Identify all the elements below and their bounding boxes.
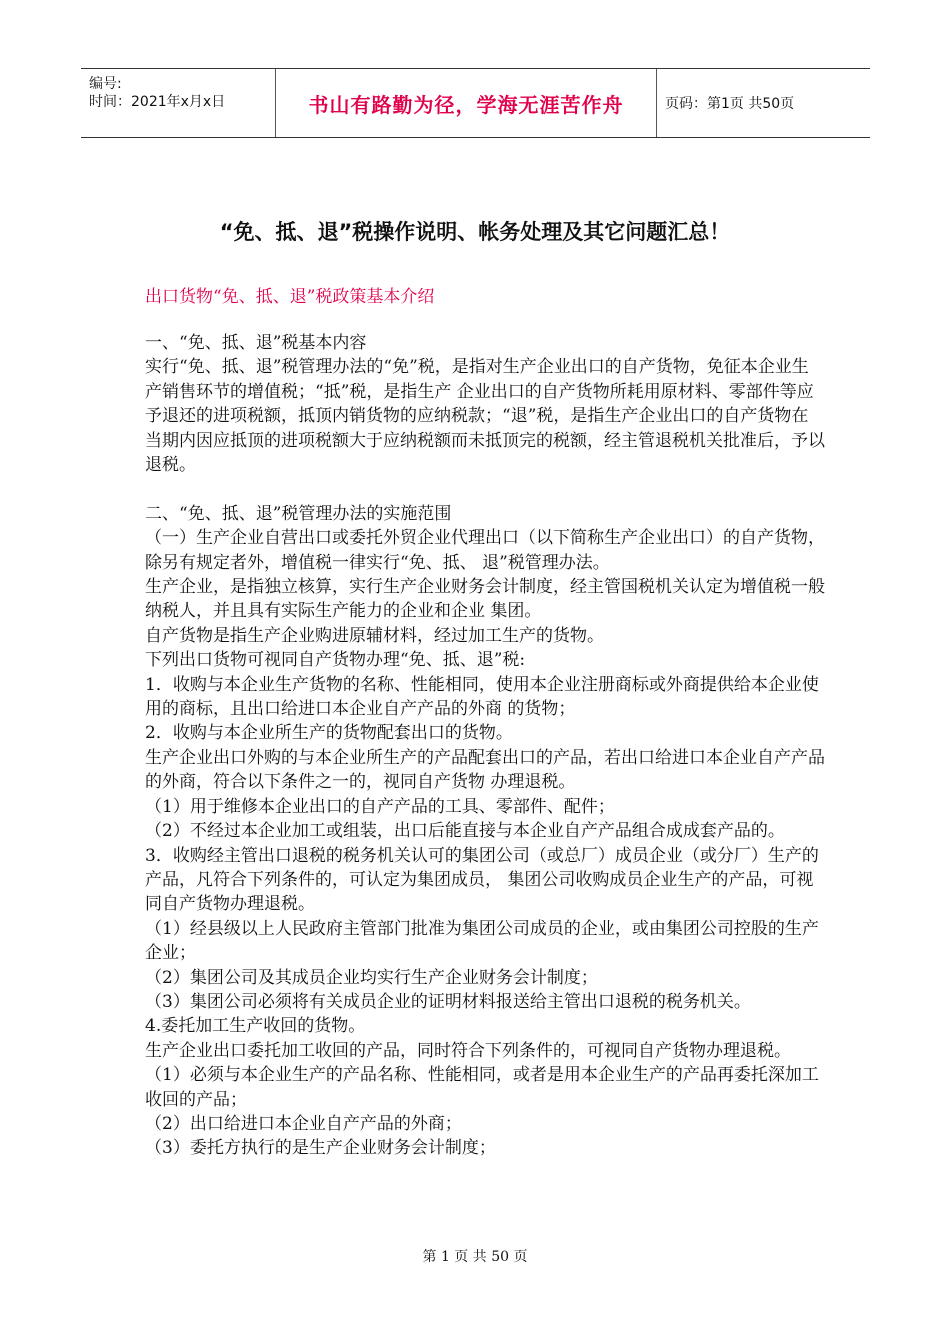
header-meta-cell: [81, 69, 276, 137]
body-paragraph: 自产货物是指生产企业购进原辅材料，经过加工生产的货物。: [145, 625, 604, 646]
header-page-info: 页码：第1页 共50页: [665, 96, 795, 112]
body-paragraph: （2）集团公司及其成员企业均实行生产企业财务会计制度；: [145, 967, 598, 988]
page-footer: 第 1 页 共 50 页: [422, 1249, 528, 1265]
body-paragraph: 一、“免、抵、退”税基本内容: [145, 333, 367, 353]
body-paragraph: 生产企业出口委托加工收回的产品，同时符合下列条件的，可视同自产货物办理退税。: [145, 1040, 791, 1061]
body-paragraph: （2）出口给进口本企业自产产品的外商；: [145, 1113, 462, 1134]
body-paragraph: 4.委托加工生产收回的货物。: [145, 1016, 366, 1037]
time-label: 时间：2021年x月x日: [89, 94, 226, 110]
body-paragraph: （1）必须与本企业生产的产品名称、性能相同，或者是用本企业生产的产品再委托深加工收回的产品；: [145, 1065, 819, 1110]
body-paragraph: （3）委托方执行的是生产企业财务会计制度；: [145, 1138, 496, 1159]
body-paragraph: （1）经县级以上人民政府主管部门批准为集团公司成员的企业，或由集团公司控股的生产企业；: [145, 918, 819, 964]
body-paragraph: （2）不经过本企业加工或组装，出口后能直接与本企业自产产品组合成成套产品的。: [145, 821, 785, 842]
body-paragraph: （3）集团公司必须将有关成员企业的证明材料报送给主管出口退税的税务机关。: [145, 991, 751, 1012]
body-paragraph: 生产企业，是指独立核算，实行生产企业财务会计制度，经主管国税机关认定为增值税一般纳税人，并且具有实际生产能力的企业和企业 集团。: [145, 577, 825, 622]
body-paragraph: 二、“免、抵、退”税管理办法的实施范围: [145, 503, 452, 524]
body-paragraph: 2．收购与本企业所生产的货物配套出口的货物。: [145, 723, 513, 744]
body-paragraph: 实行“免、抵、退”税管理办法的“免”税，是指对生产企业出口的自产货物，免征本企业生产销售环节的增值税；“抵”税，是指生产 企业出口的自产货物所耗用原材料、零部件等应予退还的进项税额，抵顶内销货物的应纳税款；“退”税，是指生产企业出口的自产货物在当期内因应抵顶的进项税额大于应纳税额而未抵顶完的税额，经主管退税机关批准后，予以退税。: [145, 357, 825, 476]
document-title: “免、抵、退”税操作说明、帐务处理及其它问题汇总！: [219, 220, 731, 244]
body-paragraph: （1）用于维修本企业出口的自产产品的工具、零部件、配件；: [145, 796, 615, 817]
header-table: [81, 68, 870, 138]
body-paragraph: 1．收购与本企业生产货物的名称、性能相同，使用本企业注册商标或外商提供给本企业使用的商标，且出口给进口本企业自产产品的外商 的货物；: [145, 674, 819, 720]
section-subtitle: 出口货物“免、抵、退”税政策基本介绍: [145, 287, 435, 307]
body-paragraph: 生产企业出口外购的与本企业所生产的产品配套出口的产品，若出口给进口本企业自产产品的外商，符合以下条件之一的，视同自产货物 办理退税。: [145, 747, 825, 793]
paragraph-gap: [145, 477, 825, 501]
body-paragraph: 下列出口货物可视同自产货物办理“免、抵、退”税:: [145, 650, 526, 671]
header-motto: 书山有路勤为径，学海无涯苦作舟: [276, 69, 657, 137]
body-paragraph: （一）生产企业自营出口或委托外贸企业代理出口（以下简称生产企业出口）的自产货物，除另有规定者外，增值税一律实行“免、抵、 退”税管理办法。: [145, 528, 825, 573]
document-body: [145, 331, 825, 1161]
body-paragraph: 3．收购经主管出口退税的税务机关认可的集团公司（或总厂）成员企业（或分厂）生产的产品，凡符合下列条件的，可认定为集团成员， 集团公司收购成员企业生产的产品，可视同自产货物办理退税。: [145, 845, 819, 915]
number-label: 编号:: [89, 76, 122, 92]
